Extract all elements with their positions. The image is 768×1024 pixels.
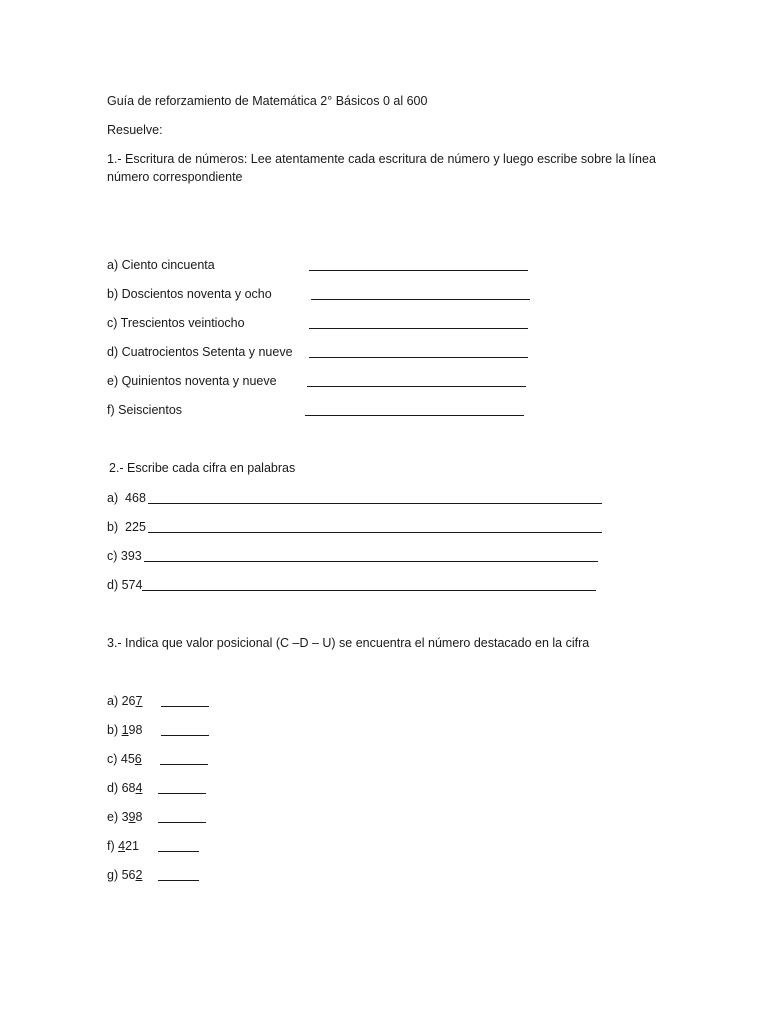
- s1-item-a: a) Ciento cincuenta: [107, 258, 215, 272]
- section2-heading: 2.- Escribe cada cifra en palabras: [109, 461, 296, 475]
- document-title: Guía de reforzamiento de Matemática 2° Básicos 0 al 600: [107, 94, 428, 108]
- highlighted-digit: 2: [135, 868, 143, 882]
- s1-answer-line-a[interactable]: [309, 270, 528, 271]
- s1-item-c: c) Trescientos veintiocho: [107, 316, 245, 330]
- s1-item-d: d) Cuatrocientos Setenta y nueve: [107, 345, 293, 359]
- highlighted-digit: 1: [121, 723, 129, 737]
- s2-item-a: a) 468: [107, 491, 146, 505]
- highlighted-digit: 9: [128, 810, 136, 824]
- highlighted-digit: 4: [135, 781, 143, 795]
- s3-item-b: b) 198: [107, 723, 143, 737]
- instruction: Resuelve:: [107, 123, 163, 137]
- s2-answer-line-c[interactable]: [144, 561, 598, 562]
- s3-answer-line-e[interactable]: [158, 822, 206, 823]
- s1-answer-line-c[interactable]: [309, 328, 528, 329]
- s2-item-d: d) 574: [107, 578, 143, 592]
- s2-answer-line-b[interactable]: [148, 532, 602, 533]
- s3-item-g: g) 562: [107, 868, 143, 882]
- s3-item-e: e) 398: [107, 810, 143, 824]
- s1-item-f: f) Seiscientos: [107, 403, 183, 417]
- s3-item-c: c) 456: [107, 752, 142, 766]
- s3-answer-line-d[interactable]: [158, 793, 206, 794]
- s1-answer-line-b[interactable]: [311, 299, 530, 300]
- s1-item-e: e) Quinientos noventa y nueve: [107, 374, 277, 388]
- highlighted-digit: 4: [118, 839, 126, 853]
- s3-answer-line-a[interactable]: [161, 706, 209, 707]
- s1-answer-line-f[interactable]: [305, 415, 524, 416]
- s2-item-c: c) 393: [107, 549, 142, 563]
- s2-answer-line-d[interactable]: [142, 590, 596, 591]
- s3-answer-line-f[interactable]: [158, 851, 199, 852]
- s2-item-b: b) 225: [107, 520, 146, 534]
- section1-heading-cont: número correspondiente: [107, 170, 243, 184]
- s1-answer-line-e[interactable]: [307, 386, 526, 387]
- s3-answer-line-b[interactable]: [161, 735, 209, 736]
- s3-item-f: f) 421: [107, 839, 139, 853]
- s3-item-d: d) 684: [107, 781, 143, 795]
- section1-heading: 1.- Escritura de números: Lee atentamente cada escritura de número y luego escribe sobre la línea: [107, 152, 656, 166]
- s3-answer-line-c[interactable]: [160, 764, 208, 765]
- s1-item-b: b) Doscientos noventa y ocho: [107, 287, 272, 301]
- s1-answer-line-d[interactable]: [309, 357, 528, 358]
- s3-answer-line-g[interactable]: [158, 880, 199, 881]
- highlighted-digit: 6: [134, 752, 142, 766]
- highlighted-digit: 7: [135, 694, 143, 708]
- section3-heading: 3.- Indica que valor posicional (C –D – U) se encuentra el número destacado en la cifra: [107, 636, 590, 650]
- s2-answer-line-a[interactable]: [148, 503, 602, 504]
- s3-item-a: a) 267: [107, 694, 143, 708]
